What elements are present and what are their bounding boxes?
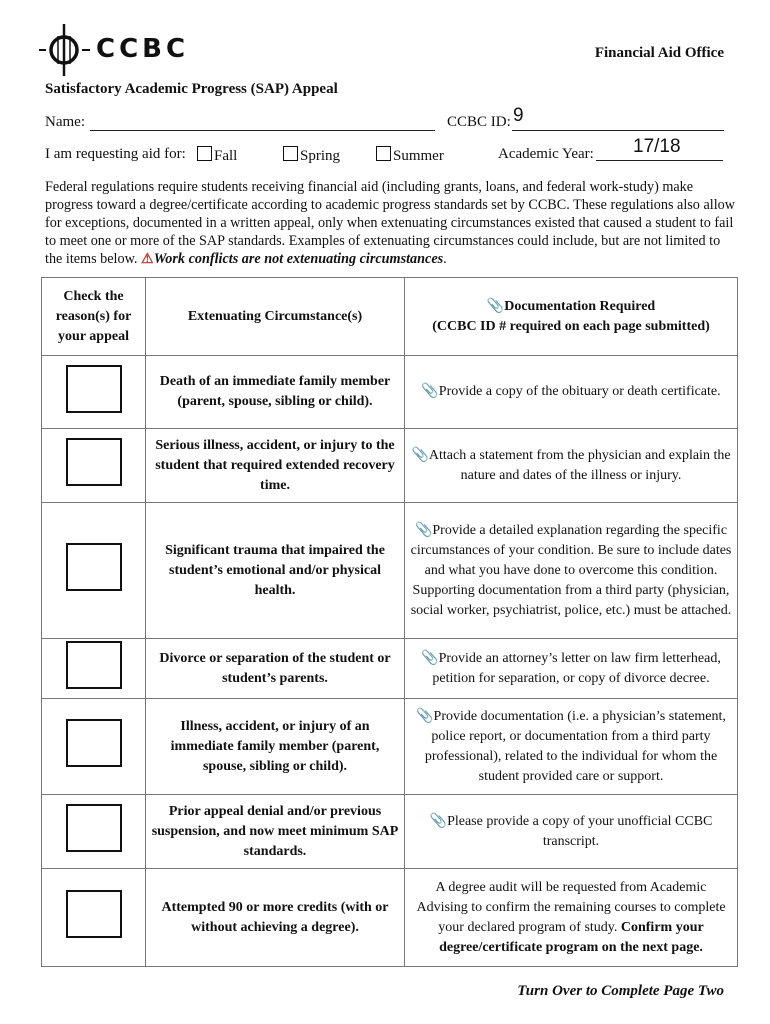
- table-row: [42, 639, 738, 699]
- documentation-cell: [405, 869, 738, 967]
- paperclip-icon: 📎: [416, 708, 434, 724]
- warning-end: .: [443, 251, 447, 267]
- circumstance-cell: Serious illness, accident, or injury to the student that required extended recovery time.: [146, 429, 405, 503]
- reason-checkbox-7[interactable]: [66, 890, 122, 938]
- doc-text: Provide a copy of the obituary or death certificate.: [438, 384, 721, 399]
- name-field[interactable]: [90, 130, 435, 131]
- header-check: Check the reason(s) for your appeal: [42, 278, 146, 356]
- academic-year-value: 17/18: [633, 136, 681, 157]
- doc-text: Provide a detailed explanation regarding the specific circumstances of your condition. Be sure to include dates and what you have done to overcome this condition. Supporting documentation from a third party (physician, social worker, psychiatrist, police, etc.) must be attached.: [410, 522, 732, 618]
- checkbox-box[interactable]: [197, 146, 212, 161]
- documentation-cell: [405, 356, 738, 429]
- intro-paragraph: [45, 178, 735, 268]
- table-row: [42, 356, 738, 429]
- paperclip-icon: 📎: [421, 650, 439, 666]
- reason-checkbox-1[interactable]: [66, 365, 122, 413]
- term-spring-checkbox[interactable]: [283, 146, 340, 165]
- academic-year-field[interactable]: [596, 160, 723, 161]
- intro-text: Federal regulations require students receiving financial aid (including grants, loans, and federal work-study) make progress toward a degree/certificate according to academic progress standards set by CCBC. These regulations also allow for exceptions, documented in a written appeal, only when extenuating circumstances existed that caused a student to fail to meet one or more of the SAP standards. Examples of extenuating circumstances could include, but are not limited to the items below.: [45, 179, 735, 267]
- paperclip-icon: 📎: [486, 298, 505, 314]
- ccbc-logo: [36, 22, 190, 78]
- circumstance-cell: Divorce or separation of the student or student’s parents.: [146, 639, 405, 699]
- documentation-cell: [405, 503, 738, 639]
- ccbc-id-value: 9: [513, 105, 524, 126]
- documentation-cell: [405, 429, 738, 503]
- reason-checkbox-3[interactable]: [66, 543, 122, 591]
- checkbox-box[interactable]: [376, 146, 391, 161]
- circumstance-cell: Prior appeal denial and/or previous suspension, and now meet minimum SAP standards.: [146, 795, 405, 869]
- reason-checkbox-4[interactable]: [66, 641, 122, 689]
- ccbc-id-field[interactable]: [512, 130, 724, 131]
- term-summer-checkbox[interactable]: [376, 146, 444, 165]
- form-title: Satisfactory Academic Progress (SAP) Appeal: [45, 81, 338, 97]
- term-fall-label: Fall: [214, 148, 238, 164]
- ccbc-seal-icon: [36, 22, 96, 78]
- documentation-cell: [405, 795, 738, 869]
- circumstance-cell: Attempted 90 or more credits (with or without achieving a degree).: [146, 869, 405, 967]
- ccbc-id-label: CCBC ID:: [447, 114, 511, 130]
- circumstance-cell: Death of an immediate family member (parent, spouse, sibling or child).: [146, 356, 405, 429]
- reason-checkbox-5[interactable]: [66, 719, 122, 767]
- reason-checkbox-2[interactable]: [66, 438, 122, 486]
- reason-checkbox-6[interactable]: [66, 804, 122, 852]
- documentation-cell: [405, 639, 738, 699]
- checkbox-box[interactable]: [283, 146, 298, 161]
- circumstance-cell: Illness, accident, or injury of an immediate family member (parent, spouse, sibling or child).: [146, 699, 405, 795]
- doc-header-line2: (CCBC ID # required on each page submitted): [432, 318, 710, 334]
- circumstances-table: [41, 277, 738, 967]
- office-name: Financial Aid Office: [594, 45, 724, 61]
- paperclip-icon: 📎: [411, 447, 429, 463]
- paperclip-icon: 📎: [414, 522, 433, 538]
- term-spring-label: Spring: [300, 148, 341, 164]
- footer-note: Turn Over to Complete Page Two: [517, 983, 724, 999]
- logo-text: CCBC: [96, 34, 190, 64]
- doc-header-line1: Documentation Required: [504, 298, 656, 314]
- circumstance-cell: Significant trauma that impaired the student’s emotional and/or physical health.: [146, 503, 405, 639]
- doc-bold-text: Confirm your degree/certificate program on the next page.: [439, 919, 704, 955]
- paperclip-icon: 📎: [429, 813, 448, 829]
- table-row: [42, 795, 738, 869]
- table-row: [42, 429, 738, 503]
- warning-icon: ⚠: [141, 251, 154, 267]
- table-row: [42, 503, 738, 639]
- doc-text: Provide an attorney’s letter on law firm letterhead, petition for separation, or copy of divorce decree.: [432, 650, 721, 686]
- header-circumstance: Extenuating Circumstance(s): [146, 278, 405, 356]
- paperclip-icon: 📎: [421, 384, 439, 399]
- table-row: [42, 869, 738, 967]
- table-header-row: [42, 278, 738, 356]
- warning-text: Work conflicts are not extenuating circumstances: [153, 251, 444, 267]
- term-summer-label: Summer: [393, 148, 444, 164]
- doc-text: Please provide a copy of your unofficial CCBC transcript.: [447, 813, 713, 849]
- doc-text: Attach a statement from the physician and explain the nature and dates of the illness or injury.: [428, 447, 731, 483]
- requesting-label: I am requesting aid for:: [45, 146, 186, 162]
- academic-year-label: Academic Year:: [498, 146, 594, 162]
- doc-text: Provide documentation (i.e. a physician’s statement, police report, or documentation from a third party professional), related to the individual for whom the student provided care or support.: [424, 708, 726, 784]
- table-row: [42, 699, 738, 795]
- doc-text: A degree audit will be requested from Academic Advising to confirm the remaining courses to complete your declared program of study.: [416, 879, 726, 935]
- name-label: Name:: [45, 114, 85, 130]
- header-documentation: [405, 278, 738, 356]
- documentation-cell: [405, 699, 738, 795]
- term-fall-checkbox[interactable]: [197, 146, 237, 165]
